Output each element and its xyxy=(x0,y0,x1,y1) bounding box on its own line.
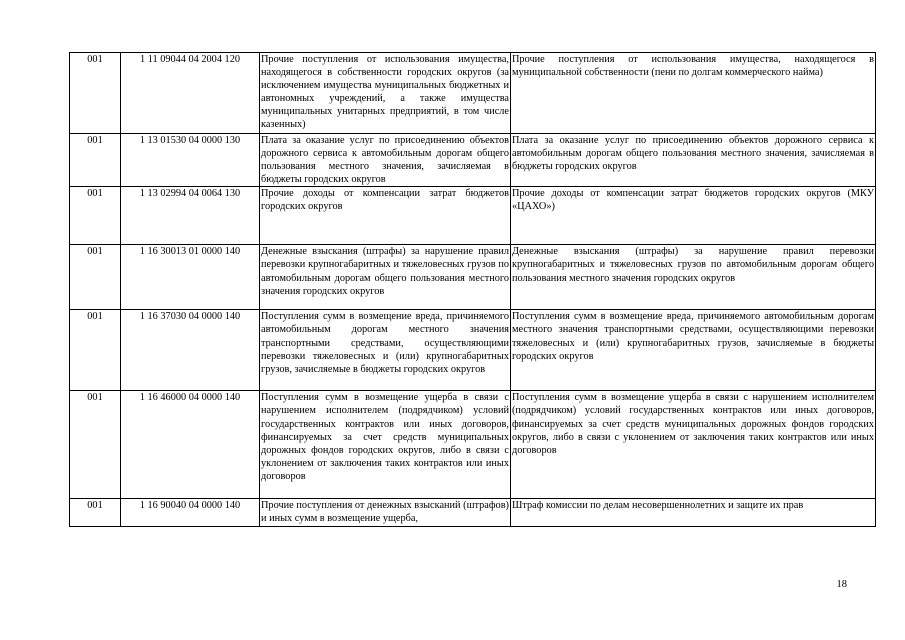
revenue-name-cell: Прочие поступления от денежных взысканий (штрафов) и иных сумм в возмещение ущерба, xyxy=(261,500,509,525)
table-row xyxy=(70,134,876,187)
budget-code-cell: 1 16 46000 04 0000 140 xyxy=(121,391,260,499)
table-row xyxy=(70,53,876,134)
budget-code-cell: 1 13 01530 04 0000 130 xyxy=(121,134,260,187)
budget-code-cell: 1 13 02994 04 0064 130 xyxy=(121,187,260,245)
revenue-name-cell: Прочие поступления от использования имущества, находящегося в собственности городских округов (за исключением имущества муниципальных бюджетных и автономных учреждений, а также имущества муниципальных унитарных предприятий, в том числе казенных) xyxy=(260,53,511,134)
admin-code-cell: 001 xyxy=(70,187,121,245)
table-row xyxy=(70,391,876,499)
table-row xyxy=(70,245,876,310)
table-row xyxy=(70,187,876,245)
admin-code-cell: 001 xyxy=(70,245,121,310)
page-number: 18 xyxy=(836,579,847,590)
revenue-description-cell: Поступления сумм в возмещение вреда, причиняемого автомобильным дорогам местного значения транспортными средствами, осуществляющими перевозки тяжеловесных и (или) крупногабаритных грузов, зачисляемые в бюджеты городских округов xyxy=(511,310,876,391)
revenue-description-cell: Штраф комиссии по делам несовершеннолетних и защите их прав xyxy=(511,499,876,526)
revenue-description-cell: Прочие доходы от компенсации затрат бюджетов городских округов (МКУ «ЦАХО») xyxy=(511,187,876,245)
revenue-name-cell: Поступления сумм в возмещение ущерба в связи с нарушением исполнителем (подрядчиком) условий государственных контрактов или иных договоров, финансируемых за счет средств муниципальных дорожных фондов городских округов, либо в связи с уклонением от заключения таких контрактов или иных договоров xyxy=(260,391,511,499)
revenue-description-cell: Поступления сумм в возмещение ущерба в связи с нарушением исполнителем (подрядчиком) условий государственных контрактов или иных договоров, финансируемых за счет средств муниципальных дорожных фондов городских округов, либо в связи с уклонением от заключения таких контрактов или иных договоров xyxy=(511,391,876,499)
revenue-codes-table xyxy=(69,52,876,527)
revenue-name-cell: Денежные взыскания (штрафы) за нарушение правил перевозки крупногабаритных и тяжеловесных грузов по автомобильным дорогам общего пользования местного значения городских округов xyxy=(260,245,511,310)
revenue-description-cell: Плата за оказание услуг по присоединению объектов дорожного сервиса к автомобильным дорогам общего пользования местного значения, зачисляемая в бюджеты городских округов xyxy=(511,134,876,187)
admin-code-cell: 001 xyxy=(70,499,121,526)
revenue-name-cell: Прочие доходы от компенсации затрат бюджетов городских округов xyxy=(260,187,511,245)
budget-code-cell: 1 16 37030 04 0000 140 xyxy=(121,310,260,391)
table-row xyxy=(70,310,876,391)
revenue-name-cell: Поступления сумм в возмещение вреда, причиняемого автомобильным дорогам местного значения транспортными средствами, осуществляющими перевозки тяжеловесных и (или) крупногабаритных грузов, зачисляемые в бюджеты городских округов xyxy=(260,310,511,391)
admin-code-cell: 001 xyxy=(70,53,121,134)
table-row xyxy=(70,499,876,526)
budget-code-cell: 1 16 30013 01 0000 140 xyxy=(121,245,260,310)
revenue-name-cell: Плата за оказание услуг по присоединению объектов дорожного сервиса к автомобильным дорогам общего пользования местного значения, зачисляемая в бюджеты городских округов xyxy=(261,135,509,186)
admin-code-cell: 001 xyxy=(70,310,121,391)
admin-code-cell: 001 xyxy=(70,391,121,499)
revenue-description-cell: Прочие поступления от использования имущества, находящегося в муниципальной собственности (пени по долгам коммерческого найма) xyxy=(511,53,876,134)
admin-code-cell: 001 xyxy=(70,134,121,187)
revenue-description-cell: Денежные взыскания (штрафы) за нарушение правил перевозки крупногабаритных и тяжеловесных грузов по автомобильным дорогам общего пользования местного значения городских округов xyxy=(511,245,876,310)
budget-code-cell: 1 16 90040 04 0000 140 xyxy=(121,499,260,526)
budget-code-cell: 1 11 09044 04 2004 120 xyxy=(121,53,260,134)
